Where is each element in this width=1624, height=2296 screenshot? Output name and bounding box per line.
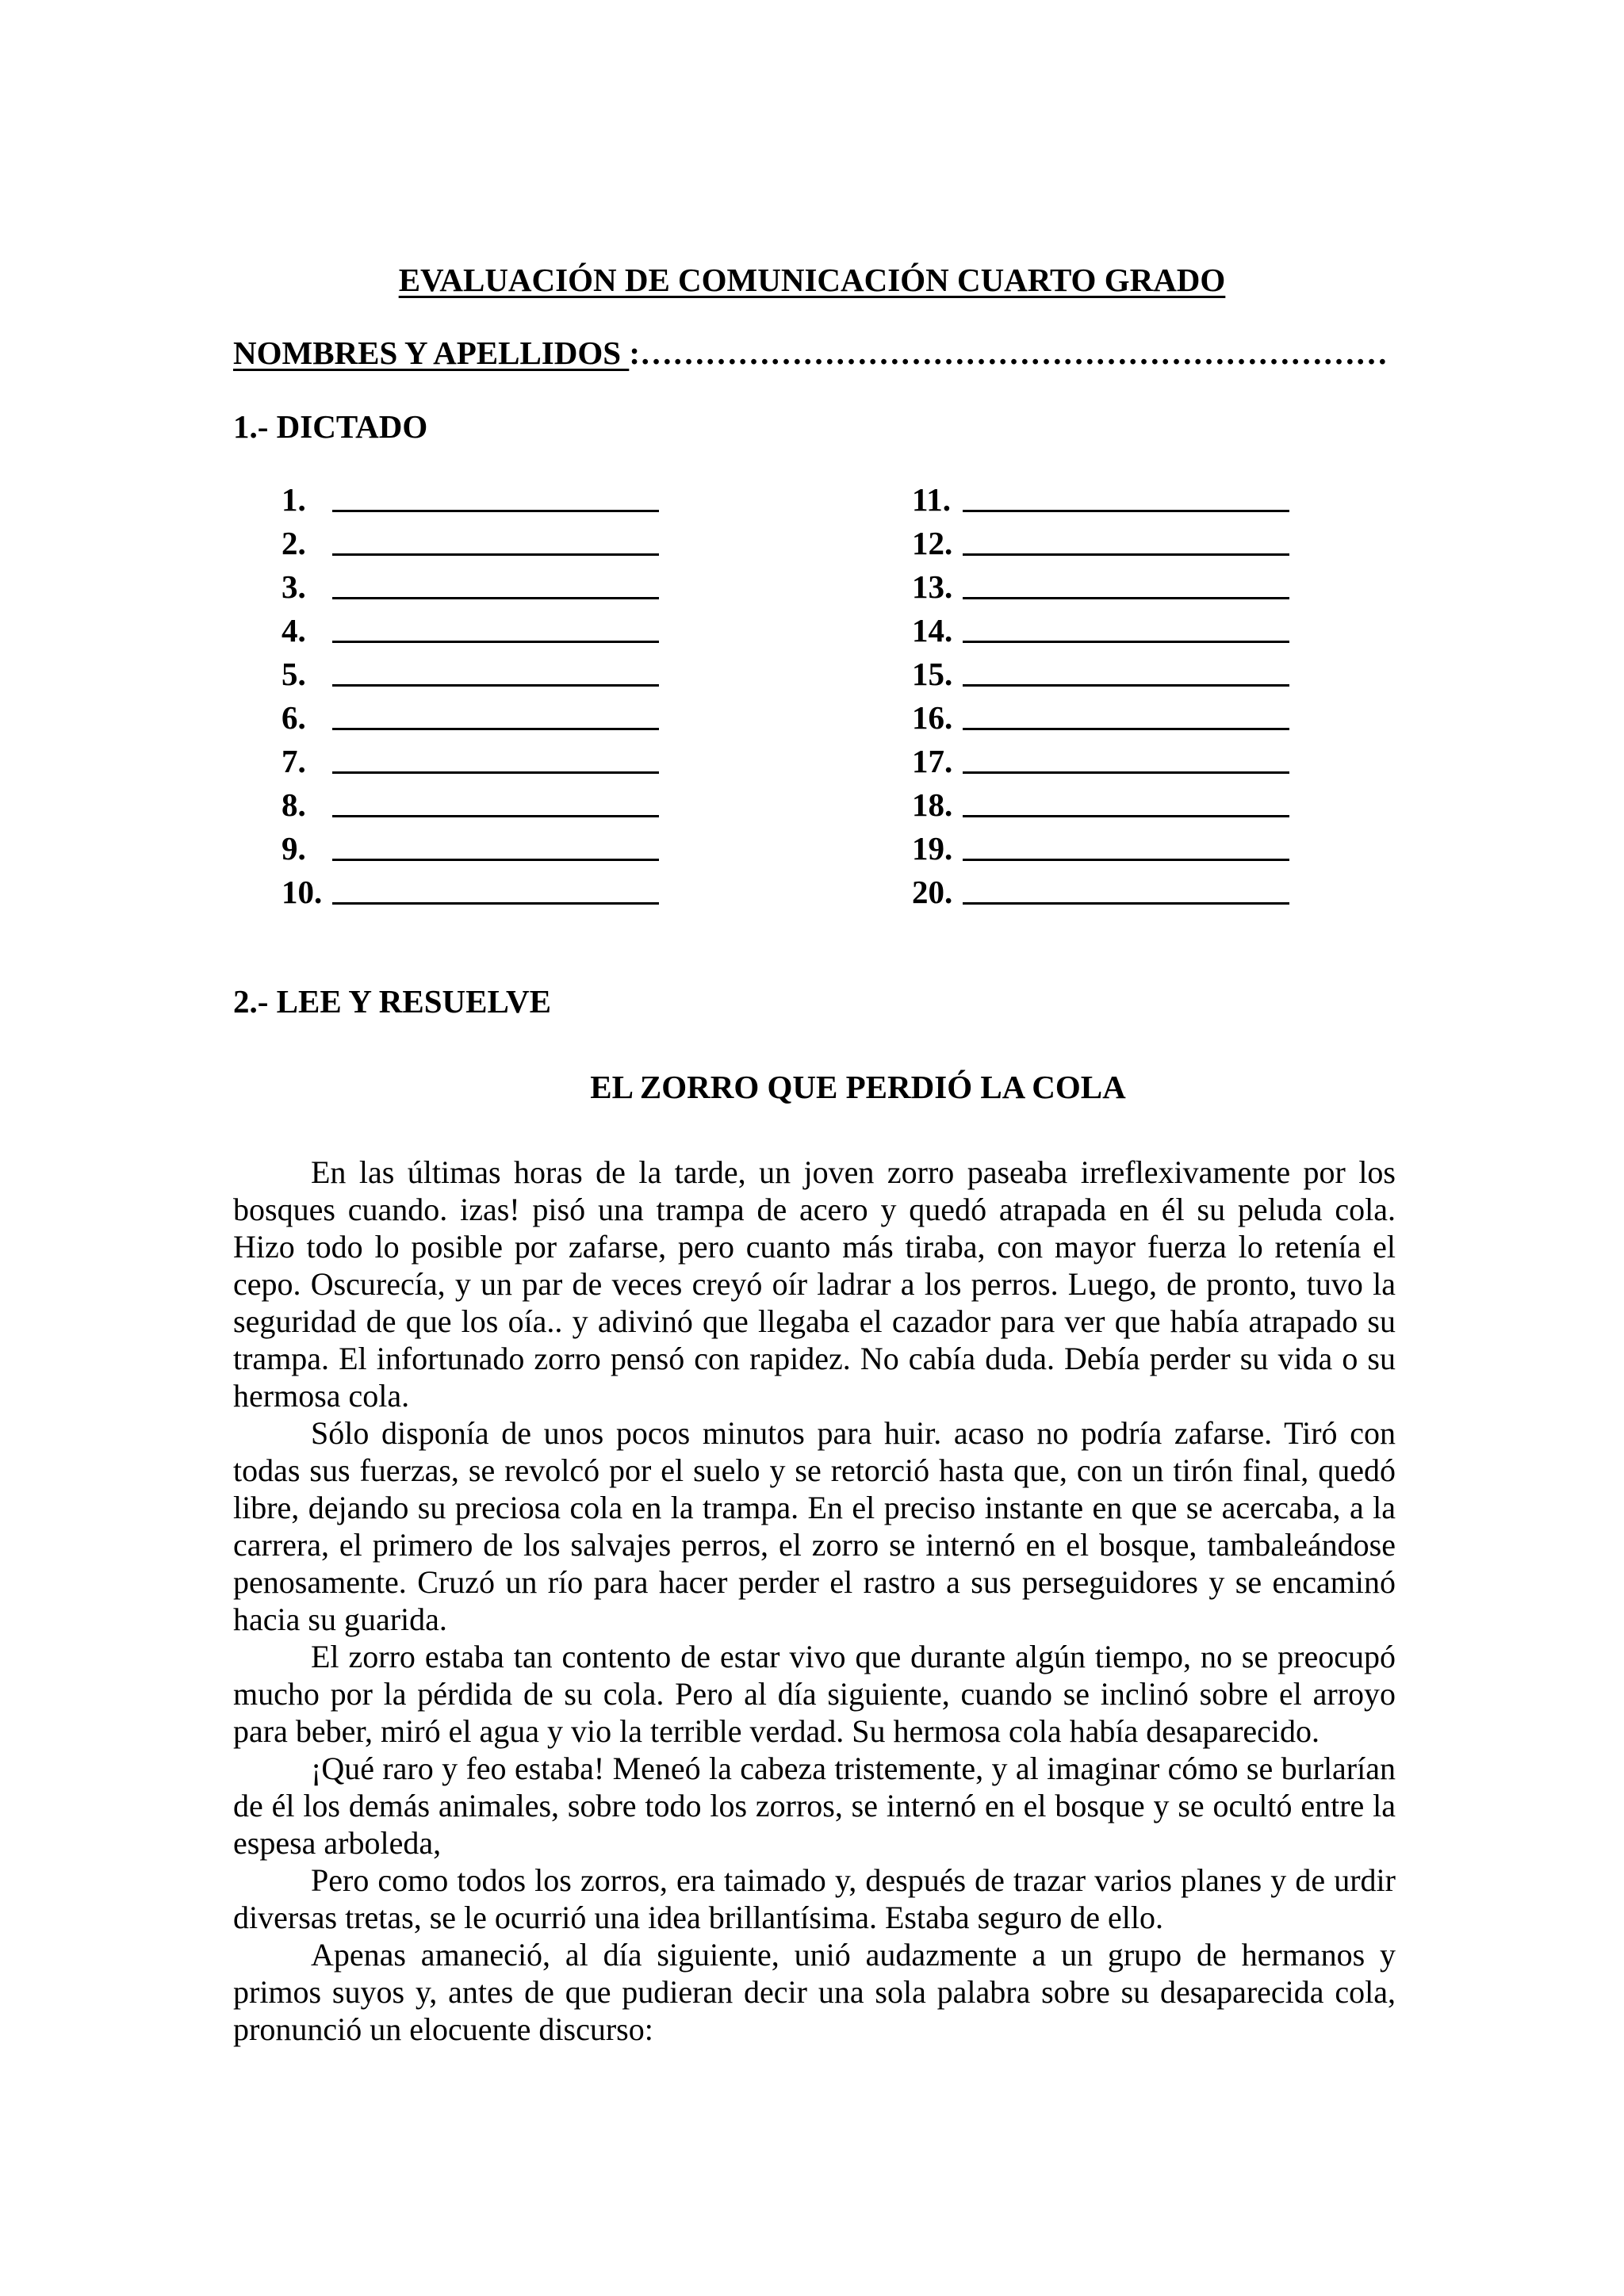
dictation-item (282, 607, 659, 650)
dictation-item-number: 18. (912, 786, 953, 823)
dictation-column-right (912, 476, 1289, 912)
dictation-item (912, 694, 1289, 737)
dictation-item (282, 650, 659, 694)
dictation-item-number: 7. (282, 743, 306, 779)
story-paragraph: En las últimas horas de la tarde, un joven zorro paseaba irreflexivamente por los bosques cuando. izas! pisó una trampa de acero y quedó atrapada en él su peluda cola. Hizo todo lo posible por zafarse, pero cuanto más tiraba, con mayor fuerza lo retenía el cepo. Oscurecía, y un par de veces creyó oír ladrar a los perros. Luego, de pronto, tuvo la seguridad de que los oía.. y adivinó que llegaba el cazador para ver que había atrapado su trampa. El infortunado zorro pensó con rapidez. No cabía duda. Debía perder su vida o su hermosa cola. (233, 1154, 1396, 1414)
dictation-item (912, 781, 1289, 825)
dictation-item-number: 17. (912, 743, 953, 779)
dictation-item (282, 781, 659, 825)
dictation-answer-line (963, 815, 1289, 817)
dictation-answer-line (332, 641, 659, 643)
dictation-item (912, 563, 1289, 607)
dictation-item-number: 3. (282, 568, 306, 605)
name-dotted-line: :…………………………………………………………… (629, 335, 1388, 371)
dictation-answer-line (963, 553, 1289, 556)
dictation-column-left (282, 476, 659, 912)
dictation-answer-line (332, 553, 659, 556)
dictation-item (282, 519, 659, 563)
dictation-item (912, 868, 1289, 912)
section-reading-heading: 2.- LEE Y RESUELVE (233, 983, 552, 1020)
story-title: EL ZORRO QUE PERDIÓ LA COLA (590, 1069, 1126, 1105)
dictation-item-number: 13. (912, 568, 953, 605)
dictation-item-number: 20. (912, 874, 953, 910)
dictation-answer-line (332, 510, 659, 512)
section-dictation-heading: 1.- DICTADO (233, 408, 428, 445)
dictation-answer-line (332, 859, 659, 861)
dictation-item-number: 1. (282, 481, 306, 518)
dictation-item (282, 476, 659, 519)
dictation-answer-line (963, 597, 1289, 599)
dictation-item-number: 6. (282, 699, 306, 736)
dictation-item (282, 563, 659, 607)
dictation-item-number: 10. (282, 874, 323, 910)
story-text (233, 1154, 1396, 2048)
dictation-item-number: 12. (912, 525, 953, 561)
dictation-item-number: 9. (282, 830, 306, 867)
story-paragraph: Pero como todos los zorros, era taimado y, después de trazar varios planes y de urdir diversas tretas, se le ocurrió una idea brillantísima. Estaba seguro de ello. (233, 1862, 1396, 1935)
dictation-answer-line (963, 771, 1289, 774)
dictation-item-number: 19. (912, 830, 953, 867)
dictation-item-number: 8. (282, 786, 306, 823)
dictation-item (912, 650, 1289, 694)
dictation-item (912, 825, 1289, 868)
story-paragraph: Sólo disponía de unos pocos minutos para huir. acaso no podría zafarse. Tiró con todas sus fuerzas, se revolcó por el suelo y se retorció hasta que, con un tirón final, quedó libre, dejando su preciosa cola en la trampa. En el preciso instante en que se acercaba, a la carrera, el primero de los salvajes perros, el zorro se internó en el bosque, tambaleándose penosamente. Cruzó un río para hacer perder el rastro a sus perseguidores y se encaminó hacia su guarida. (233, 1415, 1396, 1637)
dictation-answer-line (963, 510, 1289, 512)
dictation-answer-line (963, 728, 1289, 730)
dictation-item (912, 476, 1289, 519)
dictation-answer-line (332, 597, 659, 599)
dictation-item (282, 868, 659, 912)
dictation-item (282, 737, 659, 781)
dictation-item-number: 16. (912, 699, 953, 736)
dictation-item-number: 5. (282, 656, 306, 692)
dictation-item-number: 4. (282, 612, 306, 649)
dictation-answer-line (332, 728, 659, 730)
dictation-answer-line (332, 684, 659, 687)
dictation-item-number: 15. (912, 656, 953, 692)
dictation-answer-line (963, 902, 1289, 905)
student-name-field (233, 333, 1388, 373)
dictation-answer-line (963, 684, 1289, 687)
dictation-answer-line (332, 815, 659, 817)
story-paragraph: ¡Qué raro y feo estaba! Meneó la cabeza tristemente, y al imaginar cómo se burlarían de él los demás animales, sobre todo los zorros, se internó en el bosque y se ocultó entre la espesa arboleda, (233, 1751, 1396, 1861)
dictation-item-number: 14. (912, 612, 953, 649)
dictation-item (912, 607, 1289, 650)
dictation-item (282, 694, 659, 737)
story-paragraph: El zorro estaba tan contento de estar vivo que durante algún tiempo, no se preocupó mucho por la pérdida de su cola. Pero al día siguiente, cuando se inclinó sobre el arroyo para beber, miró el agua y vio la terrible verdad. Su hermosa cola había desaparecido. (233, 1639, 1396, 1749)
dictation-item (912, 737, 1289, 781)
dictation-answer-line (963, 859, 1289, 861)
dictation-item-number: 2. (282, 525, 306, 561)
dictation-answer-line (332, 902, 659, 905)
dictation-item (912, 519, 1289, 563)
dictation-item (282, 825, 659, 868)
story-paragraph: Apenas amaneció, al día siguiente, unió audazmente a un grupo de hermanos y primos suyos y, antes de que pudieran decir una sola palabra sobre su desaparecida cola, pronunció un elocuente discurso: (233, 1937, 1396, 2047)
dictation-answer-line (332, 771, 659, 774)
page-title: EVALUACIÓN DE COMUNICACIÓN CUARTO GRADO (398, 262, 1226, 298)
dictation-item-number: 11. (912, 481, 951, 518)
name-label: NOMBRES Y APELLIDOS (233, 335, 630, 371)
dictation-answer-line (963, 641, 1289, 643)
